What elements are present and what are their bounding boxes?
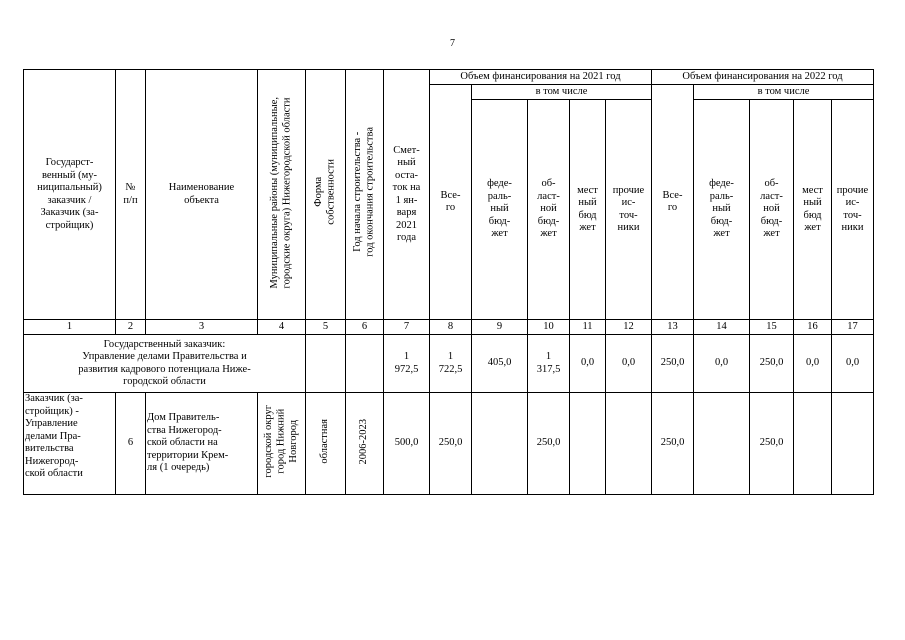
header-years-text: Год начала строительства - год окончания строительства	[352, 127, 376, 258]
header-other-2022: прочие ис- точ- ники	[832, 100, 874, 320]
header-regional-2021: об- ласт- ной бюд- жет	[528, 100, 570, 320]
total-2022-value: 250,0	[652, 335, 694, 393]
object-local-2022	[794, 393, 832, 495]
state-customer-title: Государственный заказчик: Управление делами Правительства и развития кадрового потенциала Ниже- городской области	[24, 335, 306, 393]
federal-2021-value: 405,0	[472, 335, 528, 393]
object-district	[258, 393, 306, 495]
header-regional-2022: об- ласт- ной бюд- жет	[750, 100, 794, 320]
column-number: 10	[528, 320, 570, 335]
object-customer: Заказчик (за- стройщик) - Управление делами Пра- вительства Нижегород- ской области	[24, 393, 116, 495]
object-total-2021: 250,0	[430, 393, 472, 495]
column-number: 12	[606, 320, 652, 335]
object-regional-2021: 250,0	[528, 393, 570, 495]
remainder-value: 1 972,5	[384, 335, 430, 393]
object-other-2021	[606, 393, 652, 495]
column-number: 2	[116, 320, 146, 335]
table-row-object	[24, 393, 874, 495]
header-years	[346, 70, 384, 320]
column-number: 15	[750, 320, 794, 335]
column-number: 1	[24, 320, 116, 335]
header-funding-2022: Объем финансирования на 2022 год	[652, 70, 874, 85]
header-row-1	[24, 70, 874, 85]
header-local-2021: мест ный бюд жет	[570, 100, 606, 320]
header-total-2021: Все- го	[430, 85, 472, 320]
object-ownership-text: областная	[319, 418, 331, 464]
local-2021-value: 0,0	[570, 335, 606, 393]
header-local-2022: мест ный бюд жет	[794, 100, 832, 320]
header-including-2021: в том числе	[472, 85, 652, 100]
header-customer: Государст- венный (му- ниципальный) заказчик / Заказчик (за- стройщик)	[24, 70, 116, 320]
page-number: 7	[450, 38, 455, 49]
object-years	[346, 393, 384, 495]
object-other-2022	[832, 393, 874, 495]
column-number: 14	[694, 320, 750, 335]
header-object-name: Наименование объекта	[146, 70, 258, 320]
column-number: 4	[258, 320, 306, 335]
header-funding-2021: Объем финансирования на 2021 год	[430, 70, 652, 85]
column-number-row	[24, 320, 874, 335]
header-federal-2022: феде- раль- ный бюд- жет	[694, 100, 750, 320]
header-ownership	[306, 70, 346, 320]
other-2022-value: 0,0	[832, 335, 874, 393]
regional-2022-value: 250,0	[750, 335, 794, 393]
object-years-text: 2006-2023	[358, 418, 370, 464]
object-federal-2021	[472, 393, 528, 495]
object-remainder: 500,0	[384, 393, 430, 495]
local-2022-value: 0,0	[794, 335, 832, 393]
total-2021-value: 1 722,5	[430, 335, 472, 393]
table-row-state-customer	[24, 335, 874, 393]
object-federal-2022	[694, 393, 750, 495]
header-ownership-text: Форма собственности	[313, 159, 337, 226]
column-number: 9	[472, 320, 528, 335]
column-number: 11	[570, 320, 606, 335]
empty-cell	[306, 335, 346, 393]
object-name: Дом Правитель- ства Нижегород- ской области на территории Крем- ля (1 очередь)	[146, 393, 258, 495]
object-regional-2022: 250,0	[750, 393, 794, 495]
header-including-2022: в том числе	[694, 85, 874, 100]
regional-2021-value: 1 317,5	[528, 335, 570, 393]
header-districts	[258, 70, 306, 320]
column-number: 17	[832, 320, 874, 335]
object-total-2022: 250,0	[652, 393, 694, 495]
header-total-2022: Все- го	[652, 85, 694, 320]
empty-cell	[346, 335, 384, 393]
header-remainder: Смет- ный оста- ток на 1 ян- варя 2021 года	[384, 70, 430, 320]
header-number: № п/п	[116, 70, 146, 320]
header-federal-2021: феде- раль- ный бюд- жет	[472, 100, 528, 320]
column-number: 16	[794, 320, 832, 335]
column-number: 3	[146, 320, 258, 335]
object-district-text: городской округ город Нижний Новгород	[262, 404, 299, 478]
federal-2022-value: 0,0	[694, 335, 750, 393]
column-number: 6	[346, 320, 384, 335]
object-ownership	[306, 393, 346, 495]
financing-table	[23, 69, 874, 495]
column-number: 5	[306, 320, 346, 335]
column-number: 7	[384, 320, 430, 335]
header-districts-text: Муниципальные районы (муниципальные, городские округа) Нижегородской области	[269, 96, 293, 288]
object-number: 6	[116, 393, 146, 495]
object-local-2021	[570, 393, 606, 495]
column-number: 8	[430, 320, 472, 335]
other-2021-value: 0,0	[606, 335, 652, 393]
header-other-2021: прочие ис- точ- ники	[606, 100, 652, 320]
column-number: 13	[652, 320, 694, 335]
